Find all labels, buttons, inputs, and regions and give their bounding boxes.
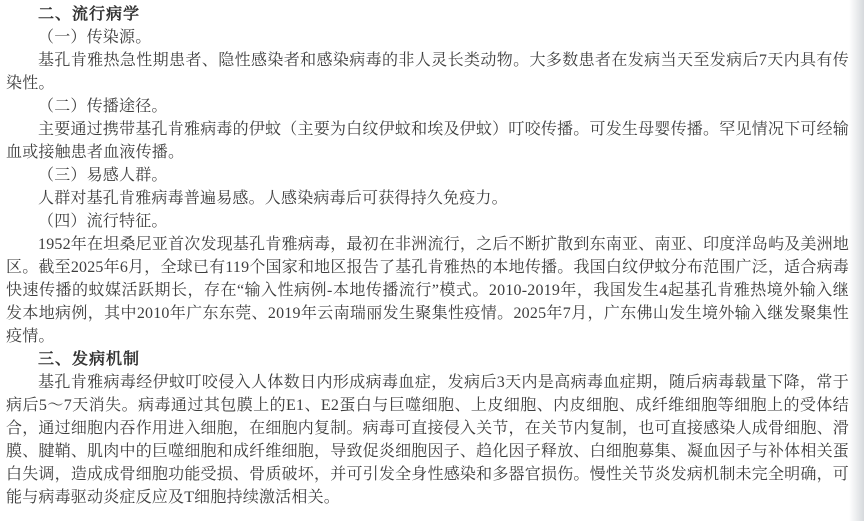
document-paragraph: （二）传播途径。 [38, 98, 168, 115]
section-heading: 三、发病机制 [38, 351, 141, 368]
document-paragraph: 人群对基孔肯雅病毒普遍易感。人感染病毒后可获得持久免疫力。 [38, 190, 508, 207]
document-paragraph: 主要通过携带基孔肯雅病毒的伊蚊（主要为白纹伊蚊和埃及伊蚊）叮咬传播。可发生母婴传播。罕见情况下可经输血或接触患者血液传播。 [6, 121, 849, 161]
page-right-edge-shadow [849, 0, 864, 521]
section-heading: 二、流行病学 [38, 6, 141, 23]
document-paragraph: 基孔肯雅病毒经伊蚊叮咬侵入人体数日内形成病毒血症，发病后3天内是高病毒血症期，随后病毒载量下降，常于病后5～7天消失。病毒通过其包膜上的E1、E2蛋白与巨噬细胞、上皮细胞、内皮细胞、成纤维细胞等细胞上的受体结合，通过细胞内吞作用进入细胞，在细胞内复制。病毒可直接侵入关节，在关节内复制，也可直接感染人成骨细胞、滑膜、腱鞘、肌肉中的巨噬细胞和成纤维细胞，导致促炎细胞因子、趋化因子释放、白细胞募集、凝血因子与补体相关蛋白失调，造成成骨细胞功能受损、骨质破坏，并可引发全身性感染和多器官损伤。慢性关节炎发病机制未完全明确，可能与病毒驱动炎症反应及T细胞持续激活相关。 [6, 374, 849, 506]
document-paragraph: 1952年在坦桑尼亚首次发现基孔肯雅病毒，最初在非洲流行，之后不断扩散到东南亚、南亚、印度洋岛屿及美洲地区。截至2025年6月，全球已有119个国家和地区报告了基孔肯雅热的本地传播。我国白纹伊蚊分布范围广泛，适合病毒快速传播的蚊媒活跃期长，存在“输入性病例-本地传播流行”模式。2010-2019年，我国发生4起基孔肯雅热境外输入继发本地病例，其中2010年广东东莞、2019年云南瑞丽发生聚集性疫情。2025年7月，广东佛山发生境外输入继发聚集性疫情。 [6, 236, 849, 345]
document-content [6, 3, 849, 509]
document-paragraph: （四）流行特征。 [38, 213, 168, 230]
document-paragraph: （一）传染源。 [38, 29, 152, 46]
document-paragraph: （三）易感人群。 [38, 167, 168, 184]
document-paragraph: 基孔肯雅热急性期患者、隐性感染者和感染病毒的非人灵长类动物。大多数患者在发病当天至发病后7天内具有传染性。 [6, 52, 849, 92]
